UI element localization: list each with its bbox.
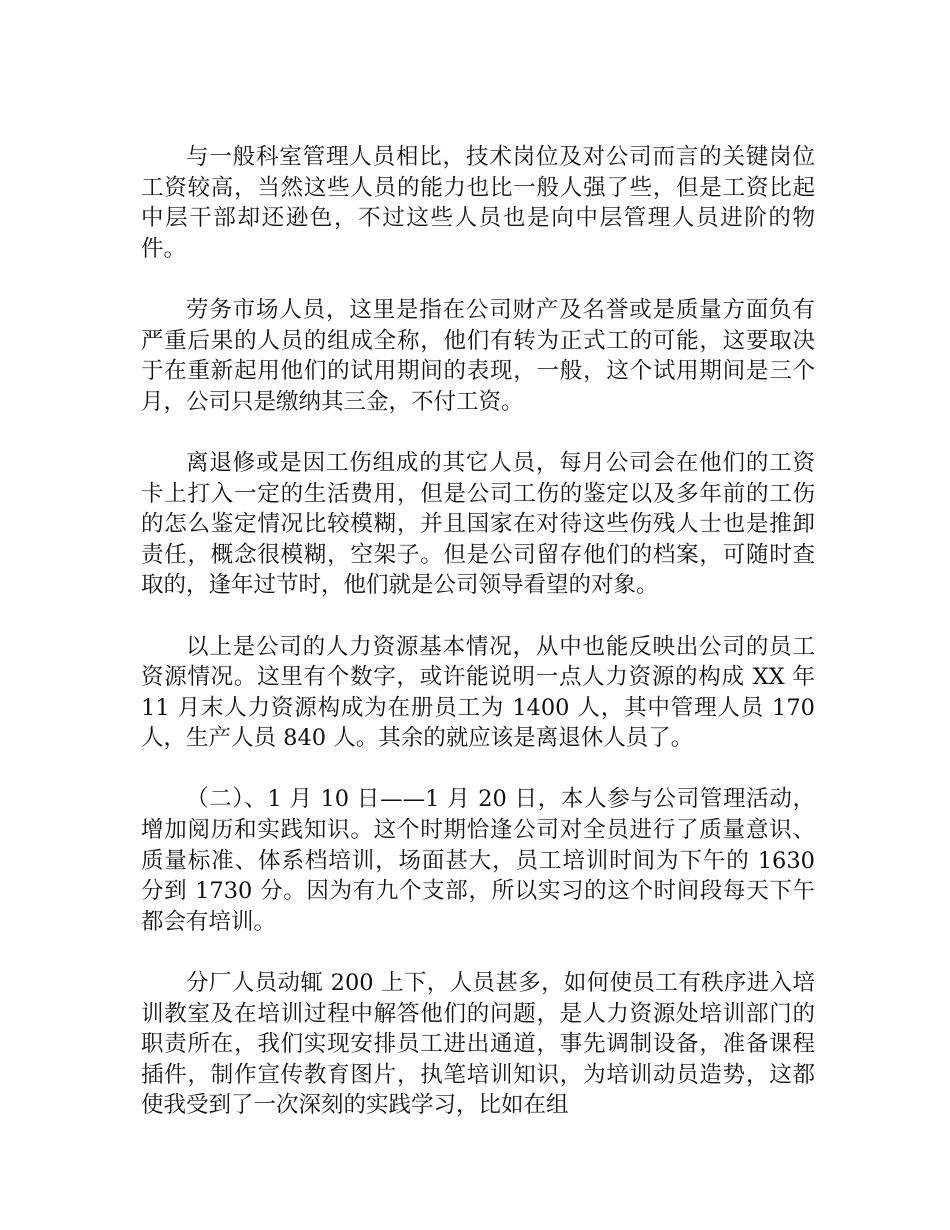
- paragraph-management-activities: （二）、1 月 10 日——1 月 20 日，本人参与公司管理活动，增加阅历和实践知识。这个时期恰逢公司对全员进行了质量意识、质量标准、体系档培训，场面甚大，员工培训时间为下午的 1630 分到 1730 分。因为有九个支部，所以实习的这个时间段每天下午都会有培训。: [141, 786, 815, 935]
- paragraph-labor-market-staff: 劳务市场人员，这里是指在公司财产及名誉或是质量方面负有严重后果的人员的组成全称，他们有转为正式工的可能，这要取决于在重新起用他们的试用期间的表现，一般，这个试用期间是三个月，公司只是缴纳其三金，不付工资。: [141, 296, 815, 415]
- paragraph-technical-staff: 与一般科室管理人员相比，技术岗位及对公司而言的关键岗位工资较高，当然这些人员的能力也比一般人强了些，但是工资比起中层干部却还逊色，不过这些人员也是向中层管理人员进阶的物件。: [141, 144, 815, 262]
- paragraph-hr-overview: 以上是公司的人力资源基本情况，从中也能反映出公司的员工资源情况。这里有个数字，或许能说明一点人力资源的构成 XX 年 11 月末人力资源构成为在册员工为 1400 人，其中管理人员 170 人，生产人员 840 人。其余的就应该是离退休人员了。: [141, 633, 815, 752]
- paragraph-training-organization: 分厂人员动辄 200 上下，人员甚多，如何使员工有秩序进入培训教室及在培训过程中解答他们的问题，是人力资源处培训部门的职责所在，我们实现安排员工进出通道，事先调制设备，准备课程插件，制作宣传教育图片，执笔培训知识，为培训动员造势，这都使我受到了一次深刻的实践学习，比如在组: [141, 970, 815, 1119]
- paragraph-retired-injured-staff: 离退修或是因工伤组成的其它人员，每月公司会在他们的工资卡上打入一定的生活费用，但是公司工伤的鉴定以及多年前的工伤的怎么鉴定情况比较模糊，并且国家在对待这些伤残人士也是推卸责任，概念很模糊，空架子。但是公司留存他们的档案，可随时查取的，逢年过节时，他们就是公司领导看望的对象。: [141, 449, 815, 599]
- document-body: [141, 142, 815, 1152]
